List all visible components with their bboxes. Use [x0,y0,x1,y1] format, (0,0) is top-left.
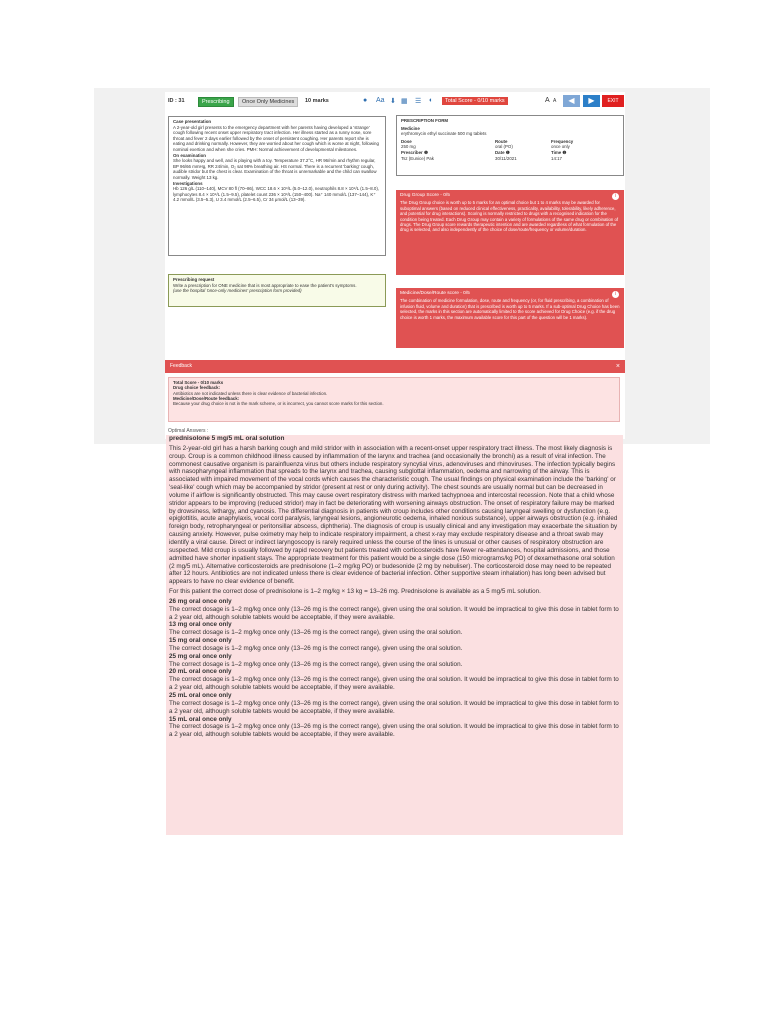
investigations-text: Hb 126 g/L (110–140), MCV 80 fl (70–86), WCC 18.6 × 10⁹/L (5.0–12.0), neutrophils 8.8 × 10⁹/L (1.5–8.0), lymphocytes 8.4 × 10⁹/L (1.5–9.5), platelet count 236 × 10⁹/L (150–400). Na⁺ 140 mmol/L (137–144), K⁺ 4.2 mmol/L (3.5–5.3), U 3.4 mmol/L (2.5–6.5), Cr 34 μmol/L (13–39). [173,186,380,203]
option-text: The correct dosage is 1–2 mg/kg once only (13–26 mg is the correct range), given using the oral solution. It would be impractical to give this dose in tablet form to a 2 year old, although soluble tablets would be acceptable, if they were available. [169,676,619,692]
info-icon[interactable]: i [612,291,619,298]
top-bar [165,94,625,110]
list-icon[interactable]: ☰ [415,98,422,105]
time-value: 14:17 [551,155,562,161]
option-title: 25 mg oral once only [169,652,232,660]
option-title: 15 mg oral once only [169,637,232,645]
case-text: A 2-year-old girl presents to the emergency department with her parents having developed a 'strange' cough following recent onset upper respiratory tract infection. Her illness started as a runny nose, sore throat and fever 2 days earlier followed by the onset of persistent coughing. Her parents report she is eating and drinking normally. However, they are worried about her cough which is worse at night, following nominal exertion and when she cries. PMH: Normal achievement of developmental milestones. [173,124,379,152]
option-title: 25 mL oral once only [169,692,232,699]
tab-prescribing[interactable]: Prescribing [198,97,234,107]
optimal-answer-title: prednisolone 5 mg/5 mL oral solution [169,435,285,442]
investigations-title: Investigations [173,180,203,186]
font-small-button[interactable]: A [553,98,557,104]
question-id: ID : 31 [168,98,185,104]
text-icon[interactable]: Aa [376,97,385,104]
prescriber-label: Prescriber ❶ [401,149,428,155]
total-score-badge: Total Score - 0/10 marks [442,97,508,105]
contrast-icon[interactable]: ◐ [429,97,434,104]
info-icon[interactable]: i [612,193,619,200]
option-item [169,668,620,692]
prescribing-request-panel [168,274,386,307]
drug-score-text: The Drug Group choice is worth up to 5 marks for an optimal choice but 1 to 4 marks may be awarded for suboptimal answers (based on reduced clinical effectiveness, practicality, availability, tolerability, likely adherence, and potential for drug interactions). Scoring is normally restricted to drugs with a recognised indication for the condition being treated. Each Drug Group may contain a variety of formulations of the same drug or combination of drugs. The Drug Group score rewards therapeutic intention and are awarded regardless of what formulation of the drug is selected, and also independently of the choice of dose/route/frequency or volume/duration. [400,200,619,233]
forward-arrow-icon[interactable]: ▶ [583,95,600,107]
option-text: The correct dosage is 1–2 mg/kg once only (13–26 mg is the correct range), given using the oral solution. [169,629,463,637]
feedback-title: Feedback [170,363,192,369]
download-icon[interactable]: ⬇ [390,98,396,105]
marks-label: 10 marks [305,98,329,104]
optimal-explanation: This 2-year-old girl has a harsh barking cough and mild stridor with in association with a recent-onset upper respiratory tract illness. The most likely diagnosis is croup. Croup is a common childhood illness caused by inflammation of the larynx and trachea (and occasionally the bronchi) as a result of viral infection. The commonest causative organism is parainfluenza virus but others include respiratory syncytial virus, adenoviruses and rhinoviruses. The infection typically begins with nasopharyngeal inflammation that spreads to the larynx and trachea, causing subglottal inflammation, oedema and narrowing of the airway. This is associated with impaired movement of the vocal cords which causes the characteristic cough. The usual findings on physical examination include the 'barking' or 'seal-like' cough which may be accompanied by stridor (present at rest or only during activity). The chest sounds are usually normal but can be decreased in volume if airflow is significantly obstructed. This may cause overt respiratory distress with marked tachypnoea and intercostal recession. Note that a child whose stridor appears to be improving (reduced stridor) may in fact be deteriorating with worsening airways obstruction. The onset of respiratory failure may be marked by drowsiness, lethargy, and cyanosis. The differential diagnosis in patients with croup includes other conditions causing laryngeal swelling or dysfunction (e.g. epiglottitis, acute anaphylaxis, vocal cord paralysis, laryngeal lesions, angioneurotic oedema, inhaled noxious substance), upper airways obstruction (e.g. inhaled foreign body, retropharyngeal or peritonsillar abscess, diphtheria). The diagnosis of croup is usually clinical and any investigation may exacerbate the situation by causing anxiety. However, pulse oximetry may help to indicate respiratory impairment, a chest x-ray may exclude respiratory disease and a throat swab may identify a viral cause. Direct or indirect laryngoscopy is rarely required unless the course of the lines is unusual or other causes of respiratory obstruction are suspected. Mild croup is usually followed by rapid recovery but patients treated with corticosteroids have fewer re-attendances, hospital admissions, and those admitted have shorter inpatient stays. The appropriate treatment for this patient would be a single dose (150 micrograms/kg PO) of dexamethasone oral solution (2 mg/5 mL). Alternative corticosteroids are prednisolone (1–2 mg/kg PO) or budesonide (2 mg by nebuliser). The corticosteroid dose may need to be repeated after 12 hours. Antibiotics are not indicated unless there is clear evidence of bacterial infection. Other supportive steam inhalation) has long been advised but appears to have no clear evidence of benefit. [169,444,618,586]
feedback-total: Total Score - 0/10 marks [173,380,224,385]
drug-feedback-title: Drug choice feedback: [173,385,221,391]
feedback-bar [165,360,625,373]
exam-text: She looks happy and well, and is playing with a toy. Temperature 37.2°C, HR 96/min and rhythm regular, BP 96/66 mmHg, RR 24/min, O₂ sat 98% breathing air. HS normal. There is a recurrent 'barking' cough, audible stridor but the chest is clear. Examination of the throat is unremarkable and the child can swallow normally. Weight 13 kg. [173,158,377,180]
option-text: The correct dosage is 1–2 mg/kg once only (13–26 mg is the correct range), given using the oral solution. It would be impractical to give this dose in tablet form to a 2 year old, although soluble tablets would be acceptable, if they were available. [169,699,619,715]
option-text: The correct dosage is 1–2 mg/kg once only (13–26 mg is the correct range), given using the oral solution. [169,660,463,668]
prescriber-value: Tsz (Eunice) Pak [401,155,434,161]
feedback-body [168,377,620,422]
option-text: The correct dosage is 1–2 mg/kg once only (13–26 mg is the correct range), given using the oral solution. It would be impractical to give this dose in tablet form to a 2 year old, although soluble tablets would be acceptable, if they were available. [169,723,619,739]
dose-score-text: The combination of medicine formulation, dose, route and frequency (or, for fluid prescribing, a combination of infusion fluid, volume and duration) that is prescribed is worth up to 5 marks. If a sub-optimal Drug Choice has been selected, the marks in this section are automatically limited to the score achieved for Drug Choice (e.g. if the drug choice is worth 1 marks, the maximum available score for this part of the question will be 1 marks). [400,298,620,320]
option-text: The correct dosage is 1–2 mg/kg once only (13–26 mg is the correct range), given using the oral solution. [169,644,463,652]
dose-route-score-box [396,288,624,348]
exit-button[interactable]: EXIT [602,95,624,107]
request-note: (use the hospital 'once-only medicines' prescription form provided) [173,288,302,294]
route-label: Route [495,138,508,144]
dose-value[interactable]: 250 mg [401,144,416,150]
option-title: 15 mL oral once only [169,715,232,723]
frequency-label: Frequency [551,138,574,144]
option-item [169,716,620,740]
frequency-value[interactable]: once only [551,144,570,150]
dose-score-title: Medicine/Dose/Route score - 0/5 [400,291,470,296]
route-value[interactable]: oral (PO) [495,144,513,150]
time-label: Time ❶ [551,149,567,155]
optimal-answers-box [166,435,623,835]
close-icon[interactable]: × [615,363,620,370]
date-label: Date ❶ [495,149,510,155]
date-value: 30/11/2021 [495,155,517,161]
dose-feedback-title: Medicine/Dose/Route feedback: [173,395,240,401]
option-item [169,653,620,669]
option-title: 13 mg oral once only [169,621,232,629]
prescription-form [396,115,624,176]
request-title: Prescribing request [173,277,215,282]
option-item [169,692,620,716]
drug-feedback-text: Antibiotics are not indicated unless there is clear evidence of bacterial infection. [173,390,328,396]
request-text: Write a prescription for ONE medicine that is most appropriate to ease the patient's symptoms. [173,282,357,288]
option-item [169,621,620,637]
exam-title: On examination [173,152,206,158]
case-title: Case presentation [173,119,212,124]
exam-app [165,92,625,439]
medicine-label: Medicine [401,125,420,131]
option-item [169,598,620,622]
font-large-button[interactable]: A [545,97,550,104]
option-title: 26 mg oral once only [169,597,232,605]
case-presentation-panel [168,116,386,256]
dose-label: Dose [401,138,412,144]
calculator-icon[interactable]: ▦ [401,98,408,105]
drug-score-title: Drug Group Score - 0/5 [400,193,450,198]
back-arrow-icon[interactable]: ◀ [563,95,580,107]
drug-group-score-box [396,190,624,275]
option-text: The correct dosage is 1–2 mg/kg once only (13–26 mg is the correct range), given using the oral solution. It would be impractical to give this dose in tablet form to a 2 year old, although soluble tablets would be acceptable, if they were available. [169,605,619,621]
dose-feedback-text: Because your drug choice is not in the mark scheme, or is incorrect, you cannot score marks for this section. [173,401,384,407]
option-title: 20 mL oral once only [169,668,232,676]
form-title: PRESCRIPTION FORM [401,118,449,123]
optimal-answers-label: Optimal Answers : [168,428,209,434]
tab-once-only-medicines[interactable]: Once Only Medicines [238,97,298,107]
dose-calculation: For this patient the correct dose of prednisolone is 1–2 mg/kg × 13 kg = 13–26 mg. Prednisolone is available as a 5 mg/5 mL solution. [169,588,541,596]
option-item [169,637,620,653]
medicine-value[interactable]: erythromycin ethyl succinate 500 mg tablets [401,131,487,137]
help-icon[interactable]: ● [363,97,368,104]
